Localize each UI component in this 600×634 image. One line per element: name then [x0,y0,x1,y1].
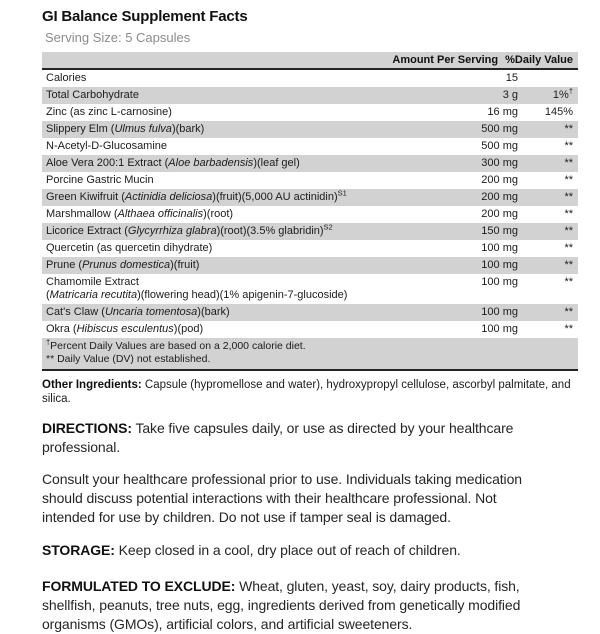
consult-text: Consult your healthcare professional prior to use. Individuals taking medication should discuss potential interactions with their healthcare professional. Not intended for use by children. Do not use if tamper seal is damaged. [42,471,522,525]
amount-per-serving: 200 mg [481,174,518,186]
amount-per-serving: 100 mg [481,306,518,318]
amount-per-serving: 100 mg [481,276,518,288]
amount-per-serving: 500 mg [481,140,518,152]
ingredient-name: Porcine Gastric Mucin [46,174,154,186]
supplement-facts-label [42,8,578,634]
formulated-text: Wheat, gluten, yeast, soy, dairy products, fish, shellfish, peanuts, tree nuts, egg, ingredients derived from genetically modified organisms (GMOs), artificial colors, and artificial sweeteners. [42,578,521,632]
amount-per-serving: 16 mg [487,106,518,118]
daily-value [518,72,573,85]
daily-value: ** [564,259,573,271]
table-row [42,104,578,121]
daily-value: 1%† [552,86,573,101]
ingredient-name: Zinc (as zinc L-carnosine) [46,106,172,118]
table-footnotes [42,338,578,371]
formulated-label: FORMULATED TO EXCLUDE: [42,578,236,594]
daily-value: ** [564,242,573,254]
amount-per-serving: 150 mg [481,225,518,237]
table-header [42,52,578,70]
daily-value: ** [564,323,573,335]
ingredient-name: Marshmallow (Althaea officinalis)(root) [46,208,234,220]
directions-text: Take five capsules daily, or use as directed by your healthcare professional. [42,420,514,455]
ingredient-name: Licorice Extract (Glycyrrhiza glabra)(root)(3.5% glabridin)$^{S2}$ [46,222,333,237]
table-row [42,206,578,223]
ingredient-name: Prune (Prunus domestica)(fruit) [46,259,200,271]
storage-text: Keep closed in a cool, dry place out of reach of children. [118,542,461,558]
ingredient-name: Green Kiwifruit (Actinidia deliciosa)(fruit)(5,000 AU actinidin)$^{S1}$ [46,188,347,203]
other-ingredients-label: Other Ingredients: [42,379,142,391]
amount-per-serving: 100 mg [481,242,518,254]
daily-value: ** [564,225,573,237]
other-ingredients [42,378,578,406]
table-row [42,274,578,304]
table-row [42,87,578,104]
column-header-daily-value: %Daily Value [505,54,573,66]
consult-notice [42,470,578,527]
amount-per-serving: 15 [505,72,518,84]
table-row [42,172,578,189]
ingredient-name: Okra (Hibiscus esculentus)(pod) [46,323,204,335]
amount-per-serving: 300 mg [481,157,518,169]
formulated-to-exclude [42,577,578,634]
column-header-amount: Amount Per Serving [392,54,499,66]
table-row [42,70,578,87]
table-row [42,240,578,257]
ingredient-name: Cat's Claw (Uncaria tomentosa)(bark) [46,306,230,318]
table-row [42,223,578,240]
ingredient-name: N-Acetyl-D-Glucosamine [46,140,168,152]
storage-label: STORAGE: [42,542,115,558]
ingredient-name: Aloe Vera 200:1 Extract (Aloe barbadensis)(leaf gel) [46,157,300,169]
daily-value: 145% [544,106,573,118]
ingredient-name: Calories [46,72,87,84]
table-row [42,304,578,321]
daily-value: ** [564,174,573,186]
daily-value: ** [564,157,573,169]
amount-per-serving: 100 mg [481,259,518,271]
amount-per-serving: 200 mg [481,191,518,203]
amount-per-serving: 500 mg [481,123,518,135]
ingredient-name: Total Carbohydrate [46,89,139,101]
daily-value: ** [564,208,573,220]
table-row [42,155,578,172]
footnote-line: ** Daily Value (DV) not established. [46,353,211,365]
daily-value: ** [564,140,573,152]
daily-value: ** [564,276,573,288]
daily-value: ** [564,123,573,135]
ingredient-name: Quercetin (as quercetin dihydrate) [46,242,213,254]
page-title: GI Balance Supplement Facts [42,8,248,25]
table-row [42,257,578,274]
daily-value: ** [564,191,573,203]
table-row [42,121,578,138]
table-row [42,321,578,338]
amount-per-serving: 100 mg [481,323,518,335]
footnote-line: †Percent Daily Values are based on a 2,000 calorie diet. [46,337,306,352]
serving-size: Serving Size: 5 Capsules [45,30,191,45]
table-body [42,70,578,338]
other-ingredients-text: Capsule (hypromellose and water), hydroxypropyl cellulose, ascorbyl palmitate, and silica. [42,379,571,405]
ingredient-name: Slippery Elm (Ulmus fulva)(bark) [46,123,205,135]
table-row [42,138,578,155]
daily-value: ** [564,306,573,318]
directions-label: DIRECTIONS: [42,420,132,436]
amount-per-serving: 200 mg [481,208,518,220]
amount-per-serving: 3 g [502,89,518,101]
table-row [42,189,578,206]
directions [42,419,578,457]
ingredient-name: Chamomile Extract (Matricaria recutita)(flowering head)(1% apigenin-7-glucoside) [46,276,348,301]
storage [42,541,578,560]
